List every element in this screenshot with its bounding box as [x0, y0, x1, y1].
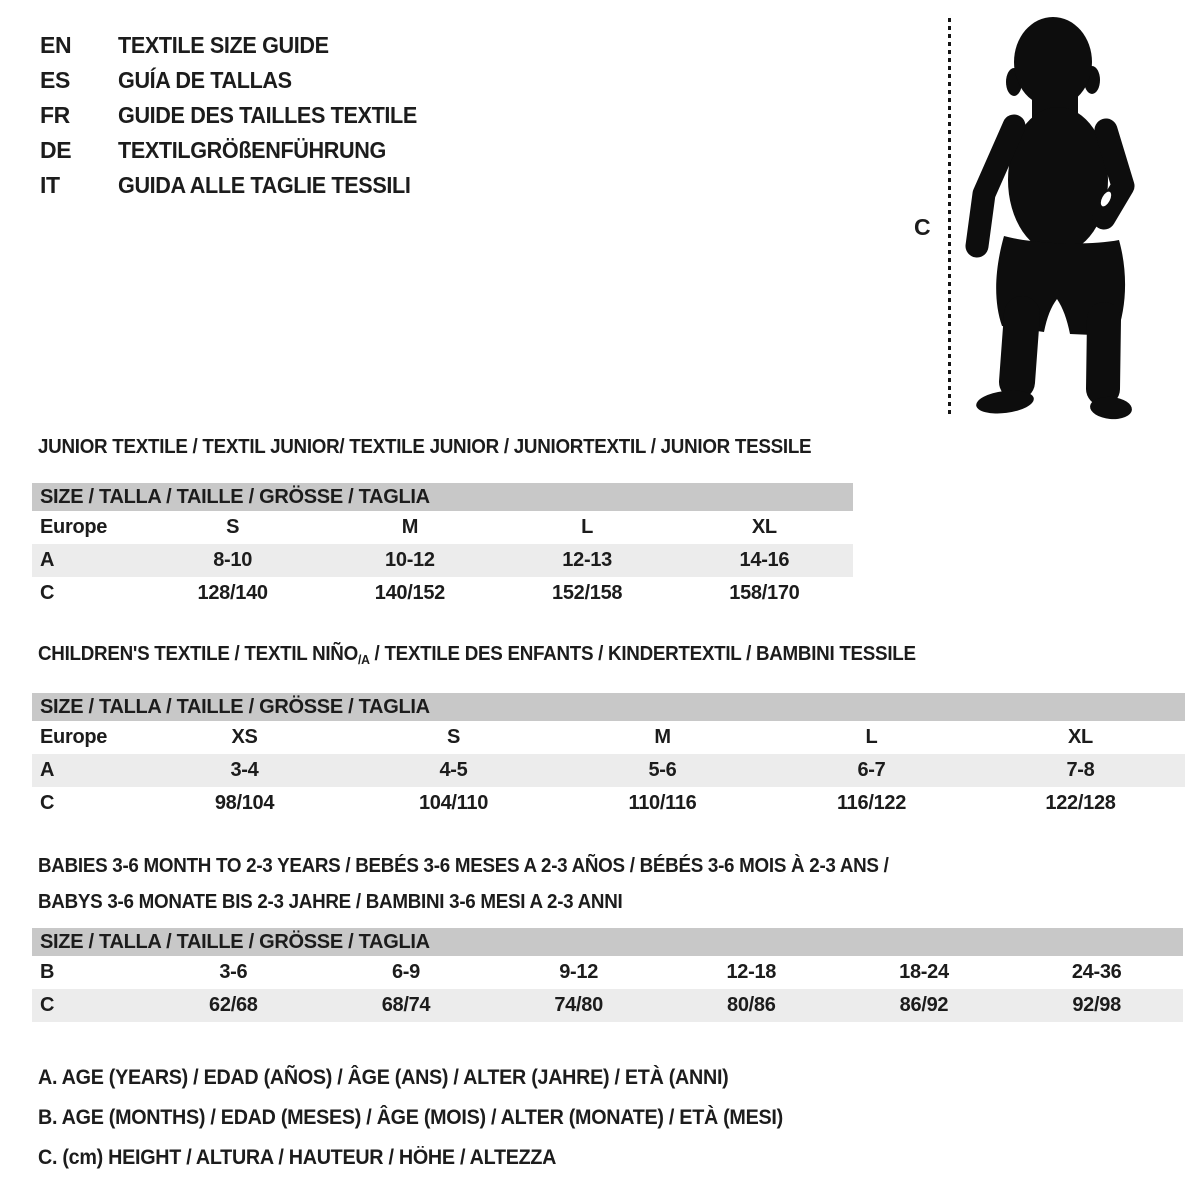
row-label: C — [40, 792, 55, 814]
size-cell: S — [226, 516, 240, 538]
size-cell: L — [581, 516, 594, 538]
babies-section-title — [38, 848, 889, 920]
language-row-fr — [40, 98, 436, 133]
size-cell: 12-13 — [562, 549, 612, 571]
babies-title-line1: BABIES 3-6 MONTH TO 2-3 YEARS / BEBÉS 3-6 MESES A 2-3 AÑOS / BÉBÉS 3-6 MOIS À 2-3 ANS / — [38, 855, 889, 877]
size-cell: 12-18 — [726, 961, 777, 983]
size-cell: 7-8 — [1066, 759, 1095, 781]
language-title: TEXTILE SIZE GUIDE — [118, 32, 329, 58]
children-title-text: CHILDREN'S TEXTILE / TEXTIL NIÑO — [38, 643, 358, 665]
size-header-bar: SIZE / TALLA / TAILLE / GRÖSSE / TAGLIA — [32, 693, 1185, 721]
row-label: C — [40, 994, 55, 1016]
table-row-age-years — [32, 754, 1185, 787]
size-cell: 68/74 — [381, 994, 431, 1016]
row-label: A — [40, 759, 55, 781]
table-row-age-months — [32, 956, 1183, 989]
table-row-europe — [32, 511, 853, 544]
table-row-height-cm — [32, 989, 1183, 1022]
row-label: B — [40, 961, 55, 983]
size-cell: 5-6 — [648, 759, 677, 781]
children-size-table — [32, 693, 1185, 820]
size-cell: 10-12 — [385, 549, 435, 571]
height-measure-label: C — [914, 214, 931, 240]
size-header-bar: SIZE / TALLA / TAILLE / GRÖSSE / TAGLIA — [32, 928, 1183, 956]
row-label: Europe — [40, 516, 108, 538]
toddler-silhouette-icon — [958, 14, 1140, 422]
size-cell: 9-12 — [559, 961, 599, 983]
size-cell: 18-24 — [899, 961, 949, 983]
size-cell: 116/122 — [836, 792, 907, 814]
size-cell: 122/128 — [1045, 792, 1116, 814]
junior-size-table — [32, 483, 853, 610]
language-code: FR — [40, 102, 70, 128]
size-cell: 4-5 — [439, 759, 468, 781]
size-cell: L — [865, 726, 878, 748]
language-title: GUÍA DE TALLAS — [118, 67, 292, 93]
size-cell: 98/104 — [214, 792, 275, 814]
size-cell: XL — [751, 516, 777, 538]
size-cell: M — [654, 726, 671, 748]
legend-line-a: A. AGE (YEARS) / EDAD (AÑOS) / ÂGE (ANS) / ALTER (JAHRE) / ETÀ (ANNI) — [38, 1066, 729, 1089]
size-cell: S — [446, 726, 461, 748]
legend-line-b: B. AGE (MONTHS) / EDAD (MESES) / ÂGE (MOIS) / ALTER (MONATE) / ETÀ (MESI) — [38, 1106, 783, 1129]
children-title-sub: /A — [357, 652, 370, 667]
row-label: A — [40, 549, 55, 571]
table-row-height-cm — [32, 577, 853, 610]
height-dashed-line — [948, 18, 951, 416]
size-cell: 80/86 — [727, 994, 776, 1016]
size-header-bar: SIZE / TALLA / TAILLE / GRÖSSE / TAGLIA — [32, 483, 853, 511]
language-row-de — [40, 133, 436, 168]
size-cell: 110/116 — [628, 792, 697, 814]
table-row-europe — [32, 721, 1185, 754]
language-title: GUIDE DES TAILLES TEXTILE — [118, 102, 417, 128]
children-title-text: / TEXTILE DES ENFANTS / KINDERTEXTIL / BAMBINI TESSILE — [369, 643, 916, 665]
size-cell: 158/170 — [729, 582, 800, 604]
legend-line-c: C. (cm) HEIGHT / ALTURA / HAUTEUR / HÖHE / ALTEZZA — [38, 1146, 557, 1169]
babies-title-line2: BABYS 3-6 MONATE BIS 2-3 JAHRE / BAMBINI 3-6 MESI A 2-3 ANNI — [38, 891, 623, 913]
row-label: Europe — [40, 726, 108, 748]
size-cell: 62/68 — [209, 994, 258, 1016]
size-cell: 14-16 — [739, 549, 790, 571]
table-row-age-years — [32, 544, 853, 577]
size-cell: 140/152 — [374, 582, 445, 604]
row-label: C — [40, 582, 55, 604]
size-cell: 24-36 — [1071, 961, 1122, 983]
size-cell: 128/140 — [197, 582, 268, 604]
size-cell: 6-9 — [391, 961, 420, 983]
size-cell: XS — [231, 726, 258, 748]
size-cell: 74/80 — [554, 994, 603, 1016]
language-title: GUIDA ALLE TAGLIE TESSILI — [118, 172, 411, 198]
babies-size-table — [32, 928, 1183, 1022]
legend — [38, 1058, 830, 1178]
size-cell: 3-6 — [219, 961, 248, 983]
language-row-en — [40, 28, 436, 63]
size-cell: M — [401, 516, 419, 538]
size-cell: 6-7 — [857, 759, 886, 781]
junior-section-title: JUNIOR TEXTILE / TEXTIL JUNIOR/ TEXTILE JUNIOR / JUNIORTEXTIL / JUNIOR TESSILE — [38, 436, 812, 458]
language-row-it — [40, 168, 436, 203]
language-title: TEXTILGRÖßENFÜHRUNG — [118, 137, 386, 163]
size-cell: 8-10 — [213, 549, 253, 571]
size-cell: 92/98 — [1072, 994, 1121, 1016]
language-code: IT — [40, 172, 60, 198]
size-cell: 152/158 — [552, 582, 623, 604]
language-code: EN — [40, 32, 72, 58]
size-cell: 3-4 — [230, 759, 259, 781]
language-row-es — [40, 63, 436, 98]
size-cell: XL — [1068, 726, 1093, 748]
size-cell: 104/110 — [418, 792, 489, 814]
language-code: ES — [40, 67, 70, 93]
table-row-height-cm — [32, 787, 1185, 820]
children-section-title — [38, 643, 916, 667]
size-cell: 86/92 — [899, 994, 949, 1016]
language-code: DE — [40, 137, 72, 163]
language-list — [40, 28, 436, 203]
